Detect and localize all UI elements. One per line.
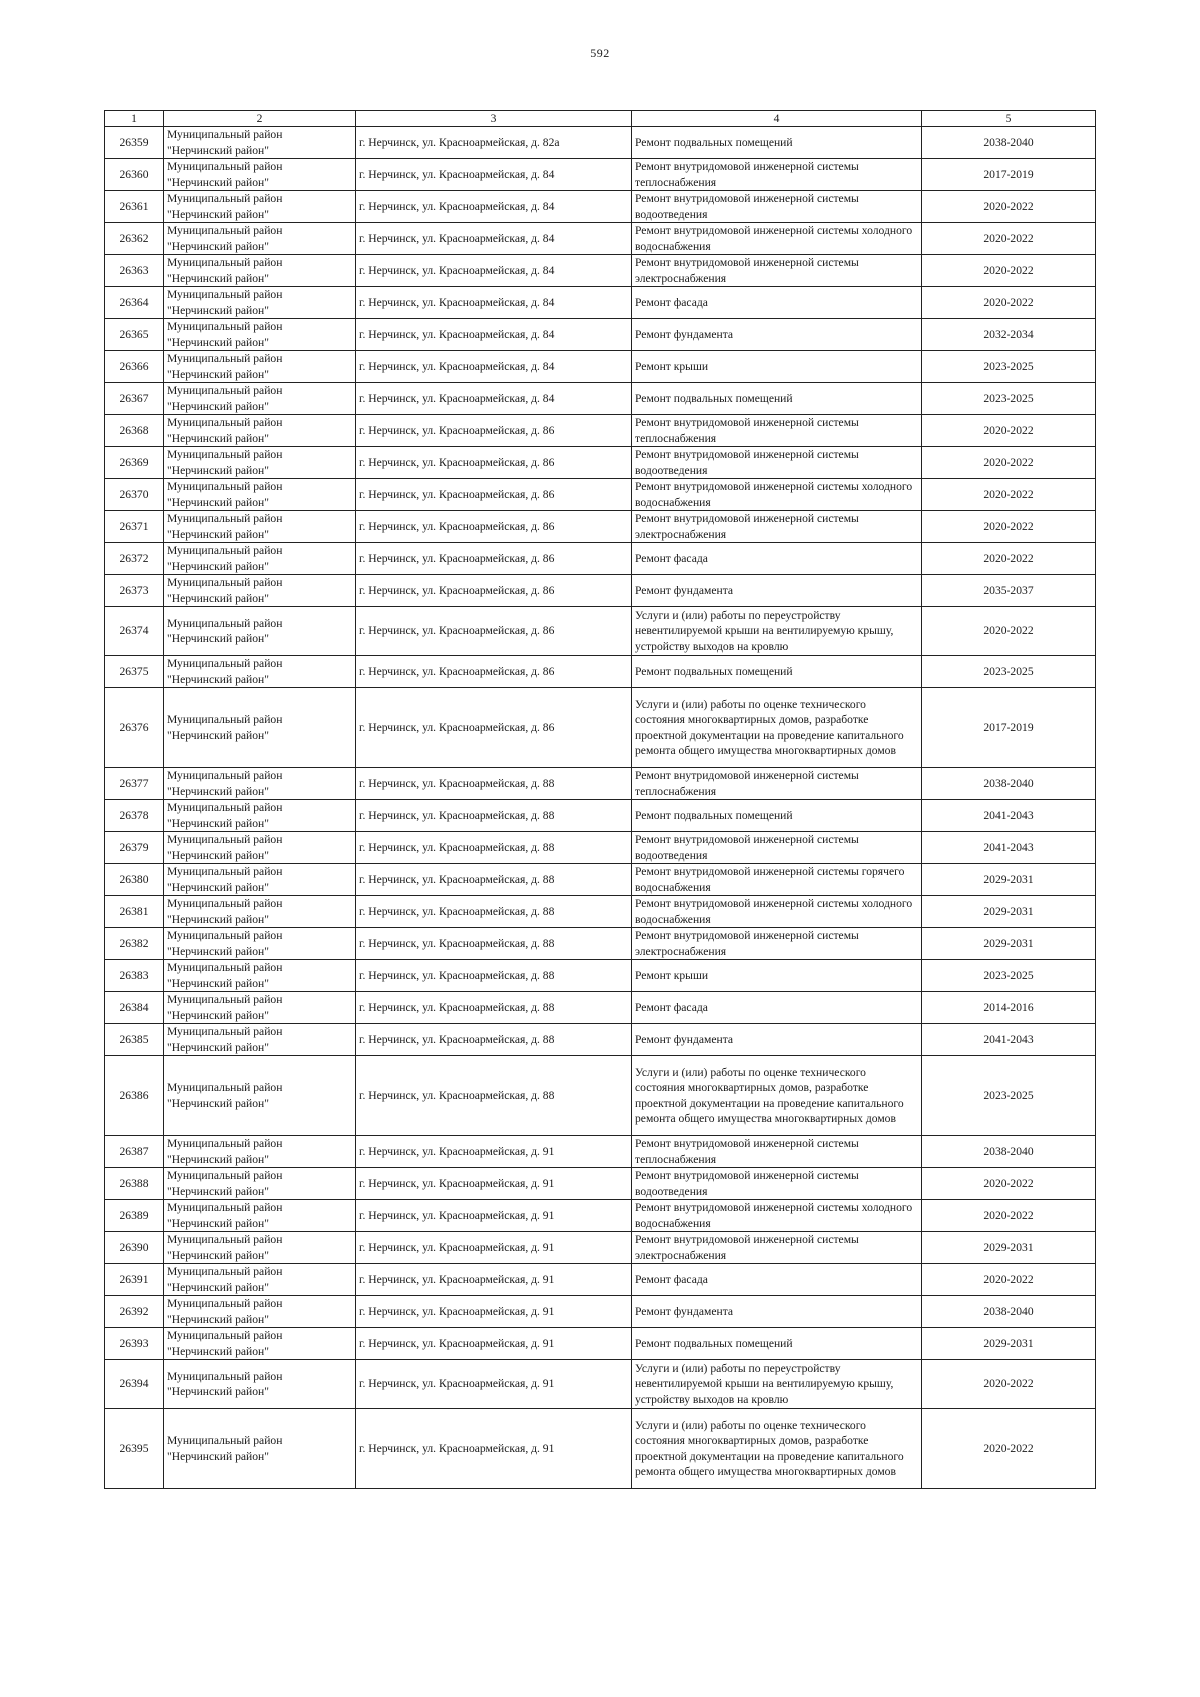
municipality-cell: Муниципальный район "Нерчинский район" (164, 127, 356, 159)
address-cell: г. Нерчинск, ул. Красноармейская, д. 84 (356, 191, 632, 223)
period-cell: 2023-2025 (922, 1056, 1096, 1136)
table-row (105, 896, 1096, 928)
address-cell: г. Нерчинск, ул. Красноармейская, д. 82а (356, 127, 632, 159)
address-cell: г. Нерчинск, ул. Красноармейская, д. 84 (356, 159, 632, 191)
municipality-cell: Муниципальный район "Нерчинский район" (164, 287, 356, 319)
municipality-cell: Муниципальный район "Нерчинский район" (164, 447, 356, 479)
period-cell: 2020-2022 (922, 543, 1096, 575)
period-cell: 2038-2040 (922, 768, 1096, 800)
address-cell: г. Нерчинск, ул. Красноармейская, д. 88 (356, 800, 632, 832)
municipality-cell: Муниципальный район "Нерчинский район" (164, 479, 356, 511)
work-type-cell: Ремонт фундамента (632, 575, 922, 607)
table-row (105, 479, 1096, 511)
row-number: 26395 (105, 1409, 164, 1489)
municipality-cell: Муниципальный район "Нерчинский район" (164, 511, 356, 543)
period-cell: 2020-2022 (922, 1264, 1096, 1296)
period-cell: 2032-2034 (922, 319, 1096, 351)
work-type-cell: Ремонт внутридомовой инженерной системы теплоснабжения (632, 1136, 922, 1168)
work-type-cell: Ремонт фасада (632, 543, 922, 575)
work-type-cell: Ремонт подвальных помещений (632, 1328, 922, 1360)
table-row (105, 447, 1096, 479)
work-type-cell: Ремонт крыши (632, 351, 922, 383)
work-type-cell: Ремонт фундамента (632, 1024, 922, 1056)
address-cell: г. Нерчинск, ул. Красноармейская, д. 86 (356, 607, 632, 656)
row-number: 26374 (105, 607, 164, 656)
row-number: 26369 (105, 447, 164, 479)
row-number: 26371 (105, 511, 164, 543)
work-type-cell: Ремонт внутридомовой инженерной системы холодного водоснабжения (632, 223, 922, 255)
work-type-cell: Ремонт внутридомовой инженерной системы теплоснабжения (632, 415, 922, 447)
table-row (105, 1024, 1096, 1056)
period-cell: 2020-2022 (922, 223, 1096, 255)
table-row (105, 1409, 1096, 1489)
capital-repair-table (104, 110, 1096, 1489)
period-cell: 2041-2043 (922, 832, 1096, 864)
address-cell: г. Нерчинск, ул. Красноармейская, д. 88 (356, 1056, 632, 1136)
address-cell: г. Нерчинск, ул. Красноармейская, д. 91 (356, 1328, 632, 1360)
work-type-cell: Ремонт подвальных помещений (632, 383, 922, 415)
work-type-cell: Ремонт внутридомовой инженерной системы электроснабжения (632, 511, 922, 543)
row-number: 26365 (105, 319, 164, 351)
address-cell: г. Нерчинск, ул. Красноармейская, д. 86 (356, 656, 632, 688)
address-cell: г. Нерчинск, ул. Красноармейская, д. 91 (356, 1136, 632, 1168)
table-row (105, 1168, 1096, 1200)
address-cell: г. Нерчинск, ул. Красноармейская, д. 91 (356, 1232, 632, 1264)
municipality-cell: Муниципальный район "Нерчинский район" (164, 832, 356, 864)
row-number: 26364 (105, 287, 164, 319)
municipality-cell: Муниципальный район "Нерчинский район" (164, 1200, 356, 1232)
period-cell: 2020-2022 (922, 255, 1096, 287)
work-type-cell: Ремонт внутридомовой инженерной системы холодного водоснабжения (632, 1200, 922, 1232)
row-number: 26381 (105, 896, 164, 928)
row-number: 26359 (105, 127, 164, 159)
municipality-cell: Муниципальный район "Нерчинский район" (164, 383, 356, 415)
row-number: 26361 (105, 191, 164, 223)
period-cell: 2041-2043 (922, 800, 1096, 832)
work-type-cell: Ремонт подвальных помещений (632, 656, 922, 688)
municipality-cell: Муниципальный район "Нерчинский район" (164, 864, 356, 896)
table-row (105, 1360, 1096, 1409)
municipality-cell: Муниципальный район "Нерчинский район" (164, 575, 356, 607)
period-cell: 2017-2019 (922, 688, 1096, 768)
municipality-cell: Муниципальный район "Нерчинский район" (164, 415, 356, 447)
municipality-cell: Муниципальный район "Нерчинский район" (164, 1136, 356, 1168)
period-cell: 2014-2016 (922, 992, 1096, 1024)
period-cell: 2038-2040 (922, 1136, 1096, 1168)
address-cell: г. Нерчинск, ул. Красноармейская, д. 86 (356, 511, 632, 543)
municipality-cell: Муниципальный район "Нерчинский район" (164, 351, 356, 383)
address-cell: г. Нерчинск, ул. Красноармейская, д. 84 (356, 223, 632, 255)
row-number: 26367 (105, 383, 164, 415)
municipality-cell: Муниципальный район "Нерчинский район" (164, 1024, 356, 1056)
period-cell: 2029-2031 (922, 1232, 1096, 1264)
address-cell: г. Нерчинск, ул. Красноармейская, д. 86 (356, 575, 632, 607)
work-type-cell: Ремонт фундамента (632, 319, 922, 351)
row-number: 26394 (105, 1360, 164, 1409)
municipality-cell: Муниципальный район "Нерчинский район" (164, 607, 356, 656)
period-cell: 2023-2025 (922, 351, 1096, 383)
address-cell: г. Нерчинск, ул. Красноармейская, д. 86 (356, 479, 632, 511)
row-number: 26384 (105, 992, 164, 1024)
row-number: 26362 (105, 223, 164, 255)
period-cell: 2020-2022 (922, 511, 1096, 543)
work-type-cell: Ремонт внутридомовой инженерной системы горячего водоснабжения (632, 864, 922, 896)
table-row (105, 688, 1096, 768)
work-type-cell: Услуги и (или) работы по оценке технического состояния многоквартирных домов, разработке проектной документации на проведение капитального ремонта общего имущества многоквартирных домов (632, 1409, 922, 1489)
row-number: 26363 (105, 255, 164, 287)
table-row (105, 1136, 1096, 1168)
period-cell: 2041-2043 (922, 1024, 1096, 1056)
table-row (105, 415, 1096, 447)
column-header: 2 (164, 111, 356, 127)
column-number-row (105, 111, 1096, 127)
table-row (105, 351, 1096, 383)
table-row (105, 1296, 1096, 1328)
period-cell: 2029-2031 (922, 1328, 1096, 1360)
address-cell: г. Нерчинск, ул. Красноармейская, д. 91 (356, 1360, 632, 1409)
table-row (105, 607, 1096, 656)
row-number: 26382 (105, 928, 164, 960)
period-cell: 2029-2031 (922, 864, 1096, 896)
work-type-cell: Ремонт фундамента (632, 1296, 922, 1328)
table-row (105, 1056, 1096, 1136)
work-type-cell: Ремонт подвальных помещений (632, 800, 922, 832)
table-row (105, 768, 1096, 800)
work-type-cell: Ремонт внутридомовой инженерной системы электроснабжения (632, 928, 922, 960)
municipality-cell: Муниципальный район "Нерчинский район" (164, 1328, 356, 1360)
address-cell: г. Нерчинск, ул. Красноармейская, д. 88 (356, 992, 632, 1024)
period-cell: 2020-2022 (922, 287, 1096, 319)
municipality-cell: Муниципальный район "Нерчинский район" (164, 896, 356, 928)
column-header: 4 (632, 111, 922, 127)
period-cell: 2038-2040 (922, 127, 1096, 159)
municipality-cell: Муниципальный район "Нерчинский район" (164, 688, 356, 768)
table-row (105, 255, 1096, 287)
work-type-cell: Ремонт внутридомовой инженерной системы холодного водоснабжения (632, 896, 922, 928)
row-number: 26385 (105, 1024, 164, 1056)
municipality-cell: Муниципальный район "Нерчинский район" (164, 1360, 356, 1409)
table-row (105, 656, 1096, 688)
address-cell: г. Нерчинск, ул. Красноармейская, д. 91 (356, 1409, 632, 1489)
table-row (105, 223, 1096, 255)
municipality-cell: Муниципальный район "Нерчинский район" (164, 800, 356, 832)
period-cell: 2020-2022 (922, 447, 1096, 479)
work-type-cell: Ремонт внутридомовой инженерной системы водоотведения (632, 1168, 922, 1200)
work-type-cell: Ремонт внутридомовой инженерной системы электроснабжения (632, 1232, 922, 1264)
table-row (105, 832, 1096, 864)
table-row (105, 800, 1096, 832)
period-cell: 2017-2019 (922, 159, 1096, 191)
work-type-cell: Ремонт внутридомовой инженерной системы водоотведения (632, 832, 922, 864)
table-row (105, 159, 1096, 191)
municipality-cell: Муниципальный район "Нерчинский район" (164, 768, 356, 800)
work-type-cell: Ремонт фасада (632, 1264, 922, 1296)
address-cell: г. Нерчинск, ул. Красноармейская, д. 86 (356, 447, 632, 479)
row-number: 26375 (105, 656, 164, 688)
municipality-cell: Муниципальный район "Нерчинский район" (164, 928, 356, 960)
period-cell: 2020-2022 (922, 607, 1096, 656)
address-cell: г. Нерчинск, ул. Красноармейская, д. 88 (356, 832, 632, 864)
row-number: 26366 (105, 351, 164, 383)
period-cell: 2020-2022 (922, 1168, 1096, 1200)
period-cell: 2020-2022 (922, 191, 1096, 223)
municipality-cell: Муниципальный район "Нерчинский район" (164, 1168, 356, 1200)
table-row (105, 1328, 1096, 1360)
row-number: 26392 (105, 1296, 164, 1328)
period-cell: 2023-2025 (922, 960, 1096, 992)
work-type-cell: Ремонт подвальных помещений (632, 127, 922, 159)
table-row (105, 511, 1096, 543)
row-number: 26373 (105, 575, 164, 607)
row-number: 26377 (105, 768, 164, 800)
row-number: 26379 (105, 832, 164, 864)
table-row (105, 287, 1096, 319)
table-row (105, 543, 1096, 575)
row-number: 26360 (105, 159, 164, 191)
period-cell: 2038-2040 (922, 1296, 1096, 1328)
municipality-cell: Муниципальный район "Нерчинский район" (164, 1409, 356, 1489)
row-number: 26380 (105, 864, 164, 896)
period-cell: 2029-2031 (922, 928, 1096, 960)
row-number: 26383 (105, 960, 164, 992)
work-type-cell: Ремонт фасада (632, 287, 922, 319)
municipality-cell: Муниципальный район "Нерчинский район" (164, 543, 356, 575)
table-row (105, 1200, 1096, 1232)
municipality-cell: Муниципальный район "Нерчинский район" (164, 992, 356, 1024)
row-number: 26378 (105, 800, 164, 832)
table-row (105, 928, 1096, 960)
row-number: 26391 (105, 1264, 164, 1296)
table-row (105, 960, 1096, 992)
row-number: 26389 (105, 1200, 164, 1232)
period-cell: 2020-2022 (922, 415, 1096, 447)
address-cell: г. Нерчинск, ул. Красноармейская, д. 86 (356, 543, 632, 575)
table-row (105, 992, 1096, 1024)
row-number: 26376 (105, 688, 164, 768)
period-cell: 2020-2022 (922, 1409, 1096, 1489)
municipality-cell: Муниципальный район "Нерчинский район" (164, 255, 356, 287)
table-row (105, 864, 1096, 896)
row-number: 26390 (105, 1232, 164, 1264)
work-type-cell: Услуги и (или) работы по переустройству невентилируемой крыши на вентилируемую крышу, устройству выходов на кровлю (632, 607, 922, 656)
period-cell: 2023-2025 (922, 656, 1096, 688)
work-type-cell: Ремонт внутридомовой инженерной системы водоотведения (632, 191, 922, 223)
table-row (105, 383, 1096, 415)
address-cell: г. Нерчинск, ул. Красноармейская, д. 88 (356, 768, 632, 800)
municipality-cell: Муниципальный район "Нерчинский район" (164, 1296, 356, 1328)
address-cell: г. Нерчинск, ул. Красноармейская, д. 84 (356, 319, 632, 351)
column-header: 1 (105, 111, 164, 127)
work-type-cell: Ремонт внутридомовой инженерной системы теплоснабжения (632, 159, 922, 191)
work-type-cell: Ремонт крыши (632, 960, 922, 992)
address-cell: г. Нерчинск, ул. Красноармейская, д. 84 (356, 351, 632, 383)
work-type-cell: Услуги и (или) работы по оценке технического состояния многоквартирных домов, разработке проектной документации на проведение капитального ремонта общего имущества многоквартирных домов (632, 1056, 922, 1136)
period-cell: 2035-2037 (922, 575, 1096, 607)
work-type-cell: Ремонт фасада (632, 992, 922, 1024)
address-cell: г. Нерчинск, ул. Красноармейская, д. 88 (356, 864, 632, 896)
address-cell: г. Нерчинск, ул. Красноармейская, д. 84 (356, 255, 632, 287)
row-number: 26393 (105, 1328, 164, 1360)
address-cell: г. Нерчинск, ул. Красноармейская, д. 91 (356, 1200, 632, 1232)
column-header: 3 (356, 111, 632, 127)
address-cell: г. Нерчинск, ул. Красноармейская, д. 88 (356, 928, 632, 960)
work-type-cell: Ремонт внутридомовой инженерной системы холодного водоснабжения (632, 479, 922, 511)
work-type-cell: Ремонт внутридомовой инженерной системы электроснабжения (632, 255, 922, 287)
municipality-cell: Муниципальный район "Нерчинский район" (164, 1056, 356, 1136)
address-cell: г. Нерчинск, ул. Красноармейская, д. 86 (356, 688, 632, 768)
row-number: 26386 (105, 1056, 164, 1136)
table-row (105, 1264, 1096, 1296)
table-row (105, 1232, 1096, 1264)
municipality-cell: Муниципальный район "Нерчинский район" (164, 319, 356, 351)
period-cell: 2023-2025 (922, 383, 1096, 415)
page-number: 592 (590, 46, 610, 60)
row-number: 26387 (105, 1136, 164, 1168)
address-cell: г. Нерчинск, ул. Красноармейская, д. 84 (356, 383, 632, 415)
address-cell: г. Нерчинск, ул. Красноармейская, д. 88 (356, 896, 632, 928)
address-cell: г. Нерчинск, ул. Красноармейская, д. 91 (356, 1168, 632, 1200)
work-type-cell: Ремонт внутридомовой инженерной системы теплоснабжения (632, 768, 922, 800)
municipality-cell: Муниципальный район "Нерчинский район" (164, 960, 356, 992)
municipality-cell: Муниципальный район "Нерчинский район" (164, 223, 356, 255)
row-number: 26368 (105, 415, 164, 447)
column-header: 5 (922, 111, 1096, 127)
address-cell: г. Нерчинск, ул. Красноармейская, д. 88 (356, 1024, 632, 1056)
municipality-cell: Муниципальный район "Нерчинский район" (164, 656, 356, 688)
address-cell: г. Нерчинск, ул. Красноармейская, д. 91 (356, 1264, 632, 1296)
address-cell: г. Нерчинск, ул. Красноармейская, д. 91 (356, 1296, 632, 1328)
address-cell: г. Нерчинск, ул. Красноармейская, д. 88 (356, 960, 632, 992)
municipality-cell: Муниципальный район "Нерчинский район" (164, 191, 356, 223)
table-row (105, 127, 1096, 159)
address-cell: г. Нерчинск, ул. Красноармейская, д. 84 (356, 287, 632, 319)
row-number: 26372 (105, 543, 164, 575)
table-row (105, 319, 1096, 351)
table-row (105, 191, 1096, 223)
municipality-cell: Муниципальный район "Нерчинский район" (164, 1232, 356, 1264)
address-cell: г. Нерчинск, ул. Красноармейская, д. 86 (356, 415, 632, 447)
municipality-cell: Муниципальный район "Нерчинский район" (164, 159, 356, 191)
row-number: 26388 (105, 1168, 164, 1200)
work-type-cell: Услуги и (или) работы по оценке технического состояния многоквартирных домов, разработке проектной документации на проведение капитального ремонта общего имущества многоквартирных домов (632, 688, 922, 768)
period-cell: 2029-2031 (922, 896, 1096, 928)
period-cell: 2020-2022 (922, 1360, 1096, 1409)
period-cell: 2020-2022 (922, 1200, 1096, 1232)
work-type-cell: Услуги и (или) работы по переустройству невентилируемой крыши на вентилируемую крышу, устройству выходов на кровлю (632, 1360, 922, 1409)
row-number: 26370 (105, 479, 164, 511)
period-cell: 2020-2022 (922, 479, 1096, 511)
work-type-cell: Ремонт внутридомовой инженерной системы водоотведения (632, 447, 922, 479)
table-row (105, 575, 1096, 607)
municipality-cell: Муниципальный район "Нерчинский район" (164, 1264, 356, 1296)
